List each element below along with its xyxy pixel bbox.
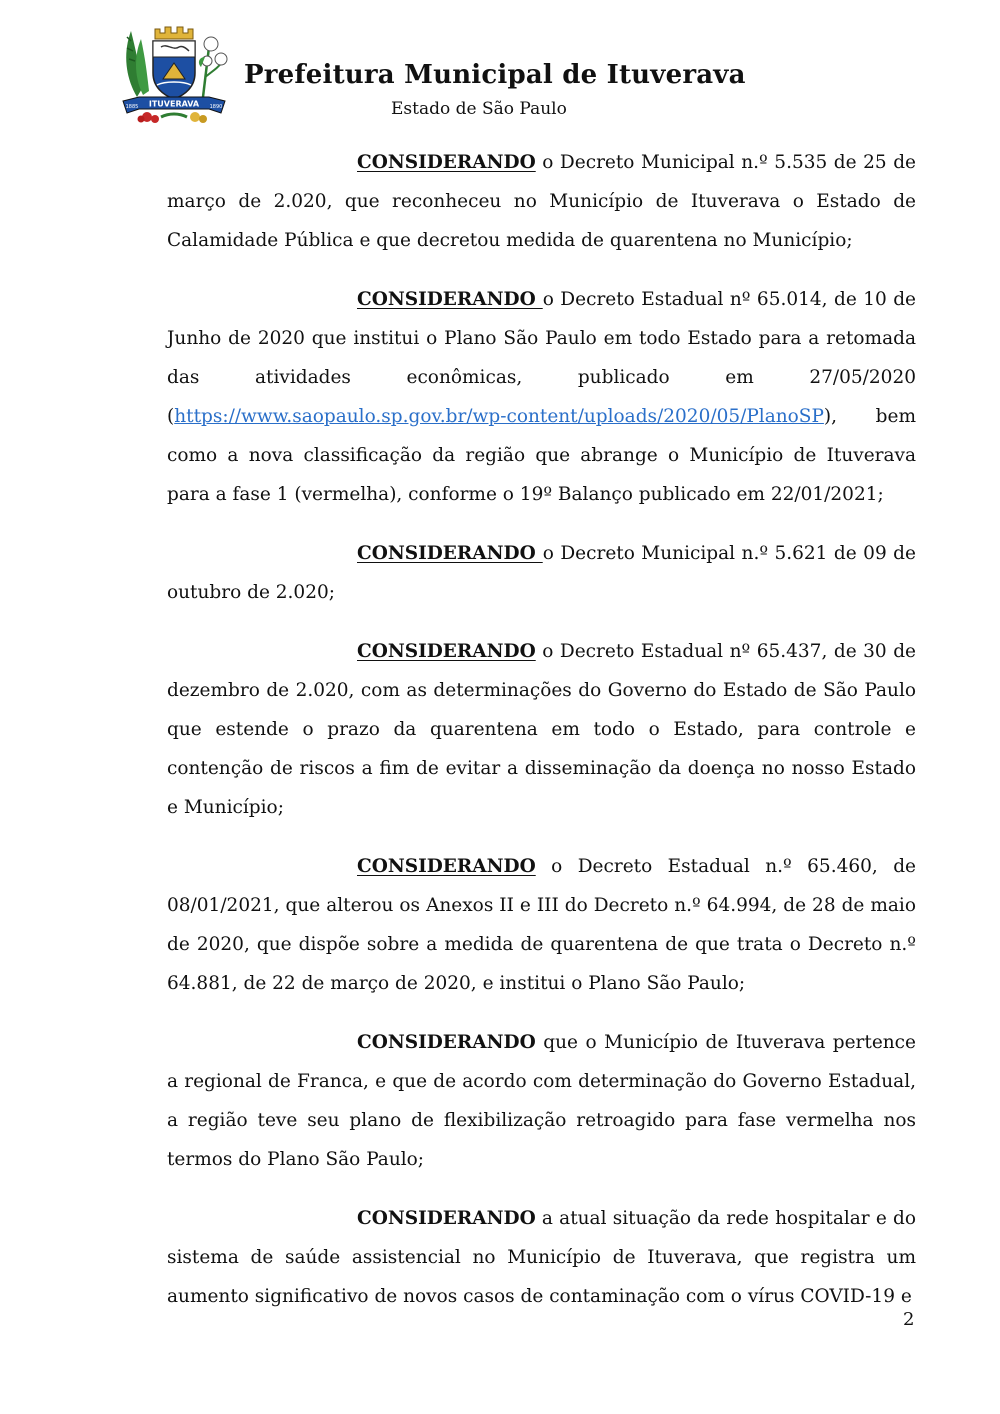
svg-text:1890: 1890 (209, 104, 223, 110)
paragraph-text: o Decreto Municipal n.º 5.621 de 09 de outubro de 2.020; (167, 543, 916, 603)
paragraph-text: o Decreto Estadual n.º 65.460, de 08/01/2021, que alterou os Anexos II e III do Decreto n.º 64.994, de 28 de maio de 2020, que dispõe sobre a medida de quarentena de que trata o Decreto n.º 64.881, de 22 de março de 2020, e institui o Plano São Paulo; (167, 856, 916, 994)
paragraph-2 (167, 280, 916, 514)
svg-text:ITUVERAVA: ITUVERAVA (148, 99, 200, 109)
header-title: Prefeitura Municipal de Ituverava (244, 60, 746, 90)
plano-sp-link[interactable]: https://www.saopaulo.sp.gov.br/wp-content/uploads/2020/05/PlanoSP (174, 406, 824, 427)
keyword-considerando: CONSIDERANDO (357, 289, 543, 310)
keyword-considerando: CONSIDERANDO (357, 1208, 536, 1229)
paragraph-7 (167, 1199, 916, 1316)
header-subtitle: Estado de São Paulo (391, 99, 567, 119)
keyword-considerando: CONSIDERANDO (357, 1032, 536, 1053)
paragraph-6 (167, 1023, 916, 1179)
paragraph-4 (167, 632, 916, 827)
keyword-considerando: CONSIDERANDO (357, 641, 536, 662)
paragraph-text: o Decreto Estadual nº 65.014, de 10 de Junho de 2020 que institui o Plano São Paulo em todo Estado para a retomada das atividades econômicas, publicado em 27/05/2020 ( (167, 289, 916, 427)
document-body (167, 143, 916, 1316)
paragraph-text: que o Município de Ituverava pertence a regional de Franca, e que de acordo com determinação do Governo Estadual, a região teve seu plano de flexibilização retroagido para fase vermelha nos termos do Plano São Paulo; (167, 1032, 916, 1170)
keyword-considerando: CONSIDERANDO (357, 856, 536, 877)
paragraph-3 (167, 534, 916, 612)
municipal-crest (117, 17, 231, 125)
paragraph-text-after-link: ), bem como a nova classificação da região que abrange o Município de Ituverava para a fase 1 (vermelha), conforme o 19º Balanço publicado em 22/01/2021; (167, 406, 916, 505)
keyword-considerando: CONSIDERANDO (357, 543, 543, 564)
paragraph-text: o Decreto Municipal n.º 5.535 de 25 de março de 2.020, que reconheceu no Município de Ituverava o Estado de Calamidade Pública e que decretou medida de quarentena no Município; (167, 152, 916, 251)
paragraph-text: o Decreto Estadual nº 65.437, de 30 de dezembro de 2.020, com as determinações do Governo do Estado de São Paulo que estende o prazo da quarentena em todo o Estado, para controle e contenção de riscos a fim de evitar a disseminação da doença no nosso Estado e Município; (167, 641, 916, 818)
paragraph-1 (167, 143, 916, 260)
paragraph-5 (167, 847, 916, 1003)
keyword-considerando: CONSIDERANDO (357, 152, 536, 173)
page-number: 2 (903, 1309, 915, 1330)
paragraph-text: a atual situação da rede hospitalar e do sistema de saúde assistencial no Município de Ituverava, que registra um aumento significativo de novos casos de contaminação com o vírus COVID-19 e (167, 1208, 916, 1307)
svg-text:1885: 1885 (125, 104, 139, 110)
